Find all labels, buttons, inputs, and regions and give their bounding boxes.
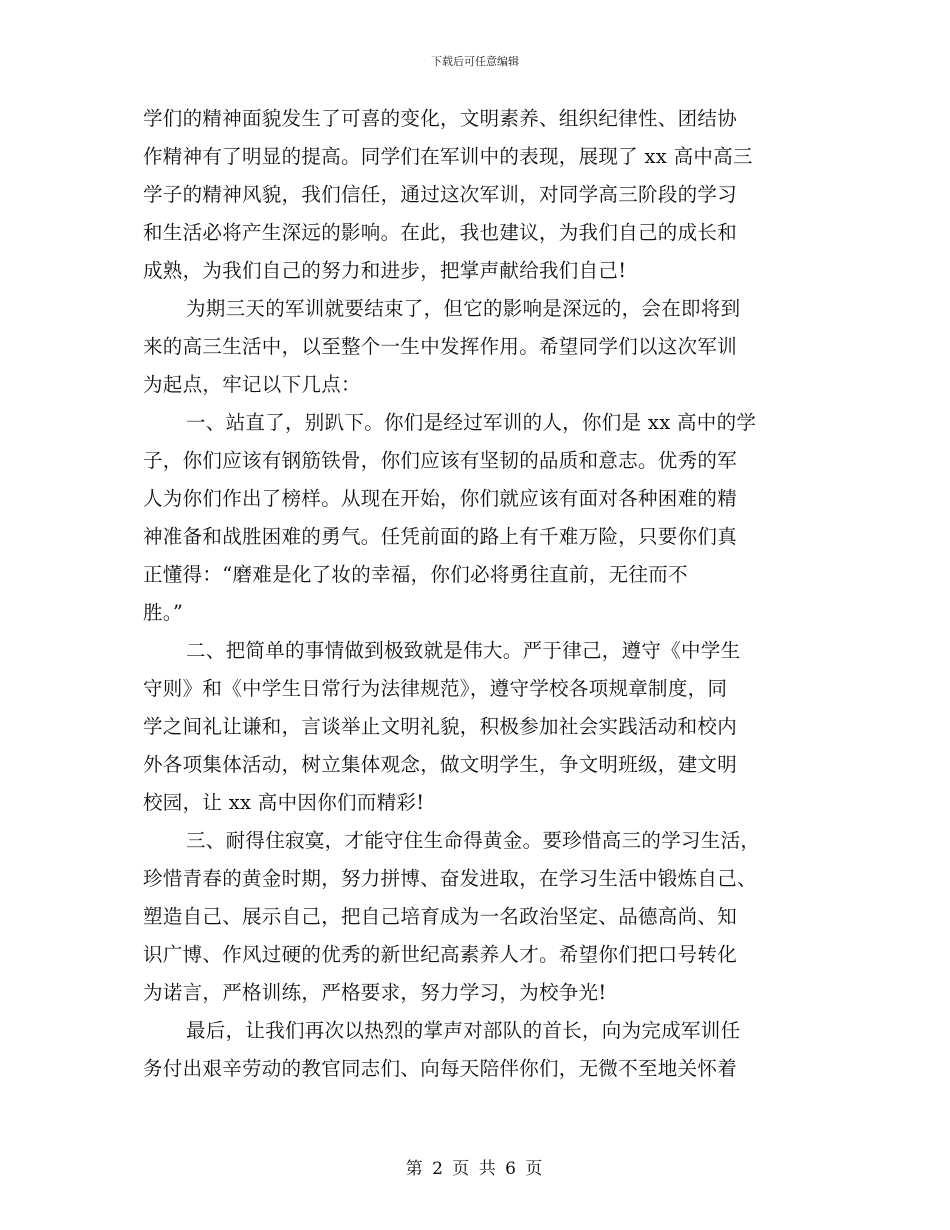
body-line: 学子的精神风貌，我们信任，通过这次军训，对同学高三阶段的学习	[143, 183, 738, 206]
paragraph-start-line: 为期三天的军训就要结束了，但它的影响是深远的，会在即将到	[186, 297, 741, 320]
body-line: 来的高三生活中，以至整个一生中发挥作用。希望同学们以这次军训	[143, 335, 738, 358]
body-line: 塑造自己、展示自己，把自己培育成为一名政治坚定、品德高尚、知	[143, 905, 738, 928]
body-line: 为起点，牢记以下几点：	[143, 373, 361, 396]
body-line: 胜。”	[143, 601, 184, 624]
paragraph-start-line: 三、耐得住寂寞，才能守住生命得黄金。要珍惜高三的学习生活，	[186, 829, 761, 852]
body-line: 校园，让 xx 高中因你们而精彩!	[143, 791, 425, 814]
paragraph-start-line: 一、站直了，别趴下。你们是经过军训的人，你们是 xx 高中的学	[186, 411, 757, 434]
body-line: 子，你们应该有钢筋铁骨，你们应该有坚韧的品质和意志。优秀的军	[143, 449, 738, 472]
body-line: 珍惜青春的黄金时期，努力拼博、奋发进取，在学习生活中锻炼自己、	[143, 867, 757, 890]
body-line: 学之间礼让谦和，言谈举止文明礼貌，积极参加社会实践活动和校内	[143, 715, 738, 738]
body-line: 务付出艰辛劳动的教官同志们、向每天陪伴你们，无微不至地关怀着	[143, 1057, 738, 1080]
body-line: 神准备和战胜困难的勇气。任凭前面的路上有千难万险，只要你们真	[143, 525, 738, 548]
body-line: 识广博、作风过硬的优秀的新世纪高素养人才。希望你们把口号转化	[143, 943, 738, 966]
paragraph-start-line: 二、把简单的事情做到极致就是伟大。严于律己，遵守《中学生	[186, 639, 741, 662]
body-line: 人为你们作出了榜样。从现在开始，你们就应该有面对各种困难的精	[143, 487, 738, 510]
document-body	[143, 100, 808, 1088]
body-line: 外各项集体活动，树立集体观念，做文明学生，争文明班级，建文明	[143, 753, 738, 776]
body-line: 为诺言，严格训练，严格要求，努力学习，为校争光!	[143, 981, 607, 1004]
paragraph-start-line: 最后，让我们再次以热烈的掌声对部队的首长，向为完成军训任	[186, 1019, 741, 1042]
body-line: 正懂得：“磨难是化了妆的幸福，你们必将勇往直前，无往而不	[143, 563, 688, 586]
body-line: 守则》和《中学生日常行为法律规范》，遵守学校各项规章制度，同	[143, 677, 728, 700]
page-number-footer: 第 2 页 共 6 页	[405, 1159, 545, 1179]
body-line: 成熟，为我们自己的努力和进步，把掌声献给我们自己!	[143, 259, 627, 282]
body-line: 学们的精神面貌发生了可喜的变化，文明素养、组织纪律性、团结协	[143, 107, 738, 130]
body-line: 作精神有了明显的提高。同学们在军训中的表现，展现了 xx 高中高三	[143, 145, 753, 168]
page-header: 下载后可任意编辑	[431, 55, 519, 68]
body-line: 和生活必将产生深远的影响。在此，我也建议，为我们自己的成长和	[143, 221, 738, 244]
